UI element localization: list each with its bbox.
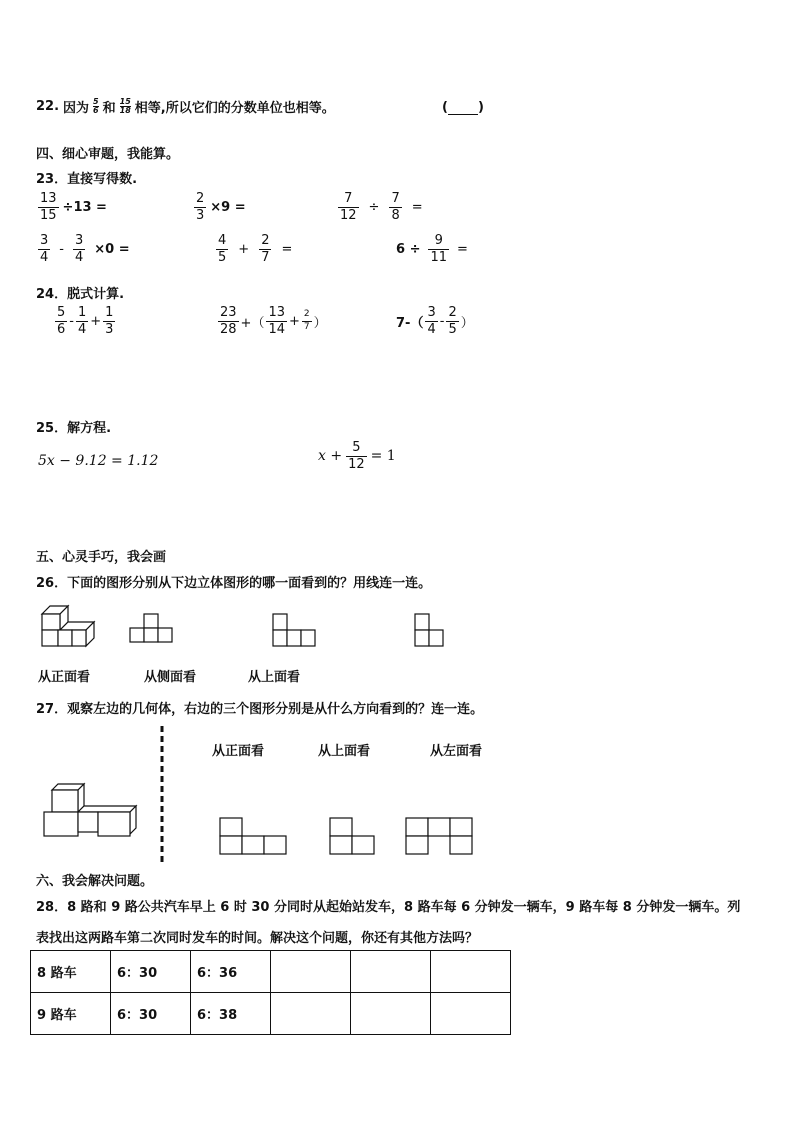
- denominator: 7: [303, 321, 310, 332]
- numerator: 2: [448, 305, 457, 320]
- fraction: [428, 234, 449, 264]
- numerator: 5: [93, 97, 99, 106]
- equals-sign: =: [281, 241, 293, 257]
- numerator: 2: [303, 309, 310, 320]
- table-cell: 8 路车: [31, 951, 111, 993]
- denominator: 3: [196, 207, 205, 223]
- numerator: 3: [427, 305, 436, 320]
- fraction: [93, 98, 99, 115]
- fraction: [120, 98, 131, 115]
- operator: +（: [240, 315, 265, 331]
- denominator: 3: [105, 321, 114, 337]
- question-24-title: 24．脱式计算.: [36, 287, 125, 302]
- question-23-title: 23．直接写得数.: [36, 172, 138, 187]
- table-cell[interactable]: [351, 951, 431, 993]
- table-cell: 6：30: [111, 951, 191, 993]
- numerator: 7: [344, 191, 353, 206]
- fraction: [38, 234, 50, 264]
- solid-figure: [40, 780, 144, 844]
- view-label: 从上面看: [248, 670, 301, 685]
- denominator: 4: [40, 249, 49, 265]
- question-28-line-1: 28．8 路和 9 路公共汽车早上 6 时 30 分同时从起始站发车，8 路车每 6 分钟发一辆车，9 路车每 8 分钟发一辆车。列: [36, 900, 741, 915]
- denominator: 28: [220, 321, 237, 337]
- operator: ×0 =: [94, 241, 130, 257]
- fraction: [338, 192, 359, 222]
- table-cell[interactable]: [351, 993, 431, 1035]
- view-figure: [218, 816, 290, 856]
- operator: ÷: [368, 199, 380, 215]
- table-row: [31, 951, 511, 993]
- question-27-title: 27．观察左边的几何体，右边的三个图形分别是从什么方向看到的？连一连。: [36, 702, 484, 717]
- section-4-heading: 四、细心审题，我能算。: [36, 147, 180, 162]
- numerator: 3: [74, 233, 84, 248]
- fraction: [216, 234, 228, 264]
- numerator: 23: [220, 305, 237, 320]
- operator: -: [69, 313, 74, 329]
- view-label: 从上面看: [318, 744, 371, 759]
- numerator: 13: [40, 191, 57, 206]
- table-cell: 6：38: [191, 993, 271, 1035]
- numerator: 3: [40, 233, 49, 248]
- operator: 6 ÷: [396, 241, 421, 257]
- calc-item: [216, 234, 292, 264]
- numerator: 9: [434, 233, 443, 248]
- table-cell[interactable]: [271, 993, 351, 1035]
- view-label: 从侧面看: [144, 670, 197, 685]
- operator: +: [238, 241, 250, 257]
- denominator: 4: [427, 321, 436, 337]
- operator: ×9 =: [210, 199, 246, 215]
- numerator: 13: [268, 305, 285, 320]
- question-28-line-2: 表找出这两路车第二次同时发车的时间。解决这个问题，你还有其他方法吗？: [36, 931, 479, 946]
- view-figure: [404, 816, 476, 856]
- denominator: 15: [40, 207, 57, 223]
- view-figure: [130, 612, 178, 648]
- fraction: [266, 306, 287, 336]
- calc-item: [396, 234, 468, 264]
- operator: ÷13 =: [62, 199, 107, 215]
- denominator: 14: [268, 321, 285, 337]
- view-figure: [328, 816, 378, 856]
- numerator: 7: [391, 191, 400, 206]
- operator: -: [439, 313, 445, 329]
- denominator: 5: [448, 321, 457, 337]
- operator: 7-（: [396, 315, 424, 331]
- equation-1: 5x − 9.12 = 1.12: [38, 453, 159, 469]
- operator: ）: [313, 315, 327, 331]
- calc-item: [38, 234, 130, 264]
- denominator: 12: [340, 207, 357, 223]
- answer-blank[interactable]: [442, 100, 484, 115]
- equals-sign: =: [457, 241, 468, 257]
- view-figure: [272, 612, 320, 648]
- denominator: 4: [77, 321, 87, 337]
- numerator: 5: [352, 440, 361, 455]
- schedule-table: [30, 950, 511, 1035]
- table-cell: 6：36: [191, 951, 271, 993]
- fraction: [55, 306, 67, 336]
- operator: +: [90, 313, 102, 329]
- denominator: 12: [348, 456, 365, 472]
- view-label: 从正面看: [38, 670, 91, 685]
- denominator: 6: [93, 106, 99, 115]
- calc-item: [338, 192, 423, 222]
- question-26-title: 26．下面的图形分别从下边立体图形的哪一面看到的？用线连一连。: [36, 576, 432, 591]
- paren-open: (: [442, 100, 448, 115]
- text-segment: 因为: [63, 101, 90, 116]
- equation-rhs: = 1: [370, 448, 396, 465]
- table-cell: 6：30: [111, 993, 191, 1035]
- operator: ）: [460, 315, 474, 331]
- section-6-heading: 六、我会解决问题。: [36, 874, 154, 889]
- operator: +: [289, 313, 300, 329]
- denominator: 6: [57, 321, 66, 337]
- equation-lhs: x +: [318, 448, 343, 465]
- denominator: 7: [261, 249, 270, 265]
- fraction: [103, 306, 115, 336]
- solid-figure: [36, 600, 100, 650]
- table-cell[interactable]: [431, 993, 511, 1035]
- fraction: [446, 306, 458, 336]
- text-segment: 和: [102, 101, 116, 116]
- numerator: 1: [105, 305, 114, 320]
- table-cell[interactable]: [431, 951, 511, 993]
- fraction: [346, 441, 367, 471]
- fraction: [425, 306, 437, 336]
- question-25-title: 25．解方程.: [36, 421, 112, 436]
- text-segment: 相等,所以它们的分数单位也相等。: [134, 101, 335, 116]
- fraction: [259, 234, 271, 264]
- question-22: [36, 97, 335, 116]
- fraction: [389, 192, 401, 222]
- fraction: [38, 192, 59, 222]
- operator: -: [59, 241, 64, 257]
- blank-line: [448, 102, 478, 115]
- view-label: 从正面看: [212, 744, 265, 759]
- expression: [218, 306, 327, 336]
- denominator: 11: [430, 249, 448, 265]
- numerator: 2: [196, 191, 205, 206]
- calc-item: [38, 192, 107, 222]
- fraction: [73, 234, 85, 264]
- numerator: 2: [261, 233, 270, 248]
- denominator: 8: [391, 207, 400, 223]
- numerator: 1: [77, 305, 87, 320]
- equation-2: [318, 441, 396, 471]
- view-figure: [414, 612, 448, 652]
- denominator: 4: [74, 249, 84, 265]
- view-label: 从左面看: [430, 744, 483, 759]
- calc-item: [194, 192, 246, 222]
- denominator: 5: [218, 249, 227, 265]
- expression: [55, 306, 115, 336]
- numerator: 5: [57, 305, 66, 320]
- paren-close: ): [477, 100, 484, 115]
- section-5-heading: 五、心灵手巧，我会画: [36, 550, 167, 565]
- table-cell: 9 路车: [31, 993, 111, 1035]
- fraction: [194, 192, 206, 222]
- denominator: 18: [119, 106, 131, 115]
- dashed-divider: [160, 726, 166, 866]
- fraction: [76, 306, 88, 336]
- expression: [396, 306, 474, 336]
- equals-sign: =: [411, 199, 423, 215]
- question-number: 22.: [36, 99, 60, 114]
- table-cell[interactable]: [271, 951, 351, 993]
- fraction: [218, 306, 239, 336]
- table-row: [31, 993, 511, 1035]
- numerator: 4: [218, 233, 227, 248]
- fraction: [302, 310, 312, 332]
- numerator: 15: [119, 97, 131, 106]
